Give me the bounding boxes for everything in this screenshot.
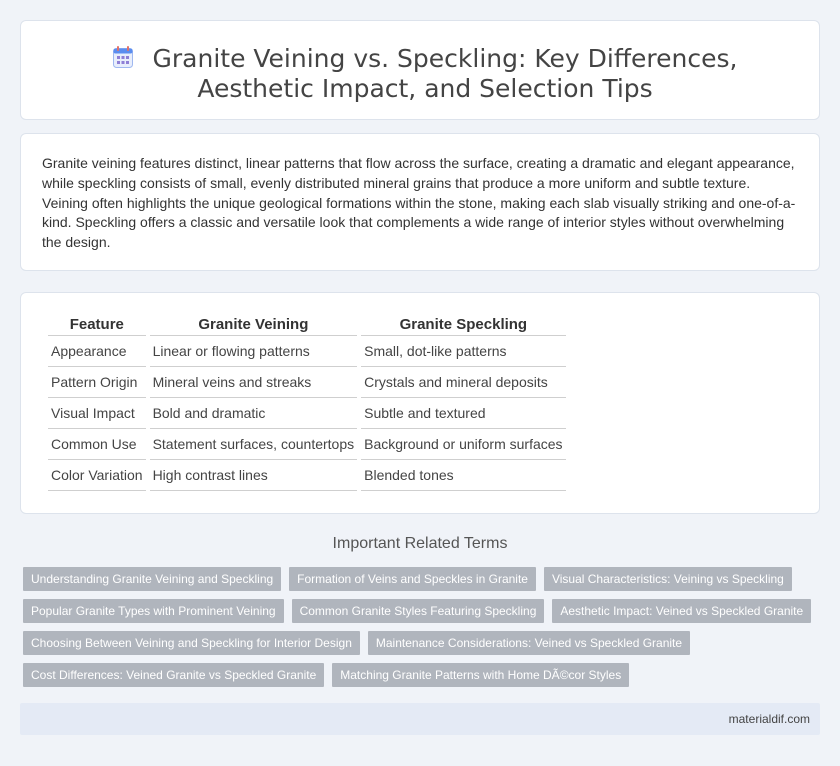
intro-paragraph: Granite veining features distinct, linear patterns that flow across the surface, creating a dramatic and elegant appearance, while speckling consists of small, evenly distributed mineral grains that produce a more uniform and subtle texture. Veining often highlights the unique geological formations within the stone, making each slab visually striking and one-of-a-kind. Speckling offers a classic and versatile look that complements a wide range of interior styles without overwhelming the design.: [42, 155, 796, 251]
table-row: [48, 398, 566, 429]
table-cell: Linear or flowing patterns: [150, 336, 358, 367]
table-cell: Statement surfaces, countertops: [150, 429, 358, 460]
tag-row: [23, 631, 823, 655]
table-cell: Common Use: [48, 429, 146, 460]
table-cell: Background or uniform surfaces: [361, 429, 565, 460]
related-term-tag[interactable]: Visual Characteristics: Veining vs Speckling: [544, 567, 792, 591]
table-row: [48, 336, 566, 367]
related-terms-tags: [23, 567, 823, 695]
related-term-tag[interactable]: Maintenance Considerations: Veined vs Speckled Granite: [368, 631, 690, 655]
table-cell: Pattern Origin: [48, 367, 146, 398]
header-veining: Granite Veining: [150, 314, 358, 336]
header-card: [20, 20, 820, 120]
table-cell: Crystals and mineral deposits: [361, 367, 565, 398]
comparison-table: [44, 314, 570, 491]
related-term-tag[interactable]: Cost Differences: Veined Granite vs Speckled Granite: [23, 663, 324, 687]
table-cell: Subtle and textured: [361, 398, 565, 429]
related-term-tag[interactable]: Popular Granite Types with Prominent Veining: [23, 599, 284, 623]
tag-row: [23, 567, 823, 591]
related-term-tag[interactable]: Common Granite Styles Featuring Speckling: [292, 599, 545, 623]
table-row: [48, 460, 566, 491]
page-title-text: Granite Veining vs. Speckling: Key Differences, Aesthetic Impact, and Selection Tips: [152, 44, 738, 103]
tag-row: [23, 663, 823, 687]
header-feature: Feature: [48, 314, 146, 336]
intro-card: [20, 133, 820, 271]
related-term-tag[interactable]: Aesthetic Impact: Veined vs Speckled Granite: [552, 599, 811, 623]
table-cell: Mineral veins and streaks: [150, 367, 358, 398]
table-cell: Blended tones: [361, 460, 565, 491]
related-terms-heading: Important Related Terms: [332, 535, 508, 552]
table-row: [48, 429, 566, 460]
table-cell: Color Variation: [48, 460, 146, 491]
related-term-tag[interactable]: Understanding Granite Veining and Speckling: [23, 567, 281, 591]
calendar-icon: [113, 45, 133, 67]
table-cell: Small, dot-like patterns: [361, 336, 565, 367]
related-term-tag[interactable]: Choosing Between Veining and Speckling for Interior Design: [23, 631, 360, 655]
table-header-row: [48, 314, 566, 336]
comparison-card: [20, 292, 820, 514]
page-title: [61, 44, 789, 104]
table-cell: Appearance: [48, 336, 146, 367]
table-cell: High contrast lines: [150, 460, 358, 491]
table-cell: Visual Impact: [48, 398, 146, 429]
tag-row: [23, 599, 823, 623]
table-row: [48, 367, 566, 398]
footer-site-name[interactable]: materialdif.com: [728, 712, 810, 726]
related-term-tag[interactable]: Matching Granite Patterns with Home DÃ©cor Styles: [332, 663, 629, 687]
table-cell: Bold and dramatic: [150, 398, 358, 429]
footer: [20, 703, 820, 735]
related-term-tag[interactable]: Formation of Veins and Speckles in Granite: [289, 567, 536, 591]
title-wrap: [61, 44, 789, 104]
header-speckling: Granite Speckling: [361, 314, 565, 336]
